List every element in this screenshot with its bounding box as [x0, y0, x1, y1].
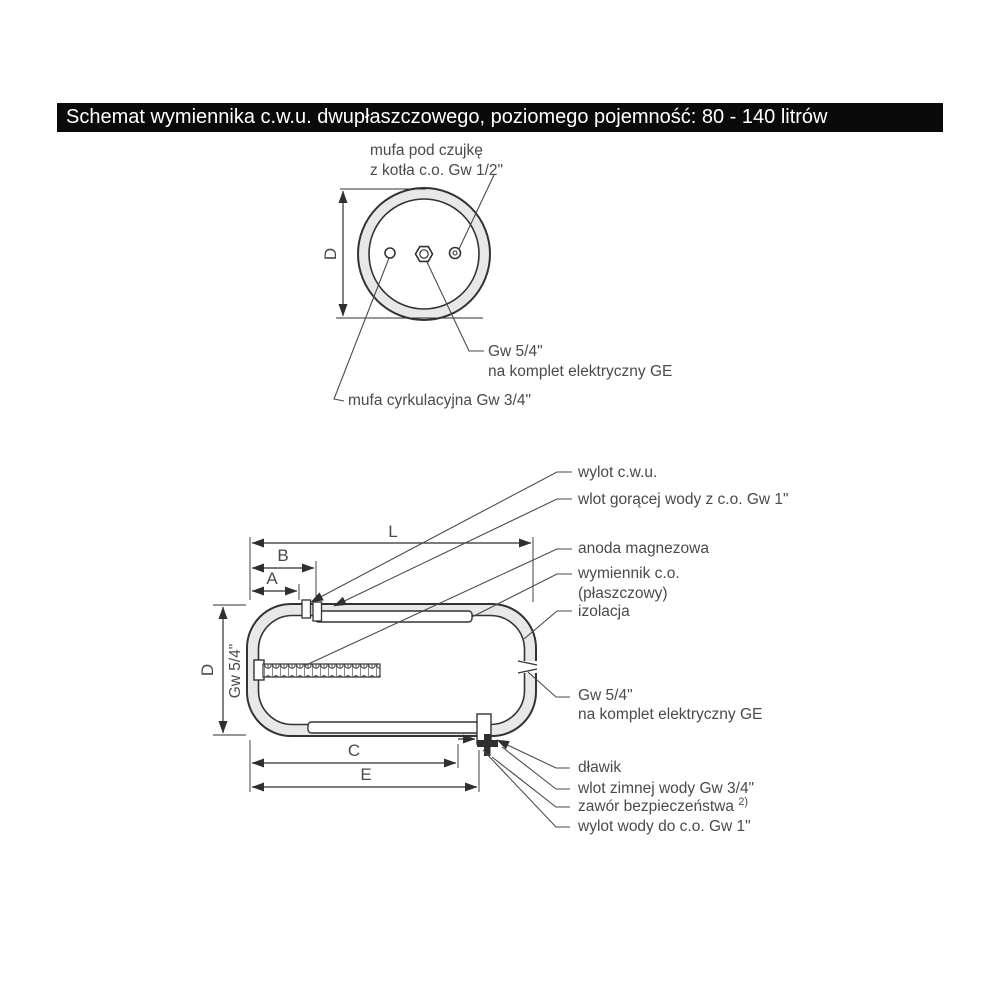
exchanger-label-line2: (płaszczowy)	[578, 585, 668, 602]
page-title: Schemat wymiennika c.w.u. dwupłaszczowego, poziomego pojemność: 80 - 140 litrów	[66, 106, 828, 128]
exchanger-label-line1: wymiennik c.o.	[578, 565, 680, 582]
top-view-dim-D-label: D	[321, 247, 340, 261]
anode-rod	[263, 664, 380, 677]
side-view-tank	[247, 600, 538, 756]
hot-water-outlet-label: wylot c.w.u.	[578, 464, 658, 481]
gland-label: dławik	[578, 759, 622, 776]
anode-port-label: Gw 5/4"	[227, 643, 244, 699]
anode-label: anoda magnezowa	[578, 540, 709, 557]
sensor-port-label-line1: mufa pod czujkę	[370, 142, 483, 159]
cold-water-inlet-label: wlot zimnej wody Gw 3/4"	[578, 780, 755, 797]
dim-C-label: C	[347, 741, 361, 760]
top-view	[358, 188, 490, 320]
dim-D-label: D	[198, 663, 217, 677]
heating-inlet-port	[313, 602, 322, 621]
dim-L-label: L	[388, 522, 398, 541]
sensor-port	[450, 248, 461, 259]
safety-valve-label: zawór bezpieczeństwa $^{2)}$	[578, 796, 749, 815]
dim-E-label: E	[360, 765, 372, 784]
circulation-port-leader	[334, 258, 389, 401]
electric-kit-notch	[518, 661, 538, 673]
electric-kit-label-line1: Gw 5/4"	[578, 687, 633, 704]
dim-A-label: A	[266, 569, 278, 588]
safety-valve-leader	[492, 757, 570, 807]
hot-water-outlet-port	[302, 600, 311, 618]
insulation-label: izolacja	[578, 603, 630, 620]
electric-kit-label-line2: na komplet elektryczny GE	[578, 706, 763, 723]
electric-port-label-line2: na komplet elektryczny GE	[488, 363, 673, 380]
dim-B	[252, 561, 316, 600]
electric-port-label-line1: Gw 5/4"	[488, 343, 543, 360]
jacket-channel-bottom	[308, 722, 479, 733]
heating-outlet-label: wylot wody do c.o. Gw 1"	[578, 818, 751, 835]
circulation-port-label: mufa cyrkulacyjna Gw 3/4"	[348, 392, 531, 409]
heating-inlet-leader	[334, 499, 572, 606]
jacket-channel-top	[315, 611, 472, 622]
sensor-port-label-line2: z kotła c.o. Gw 1/2"	[370, 162, 503, 179]
dim-B-label: B	[277, 546, 289, 565]
gland-leader	[497, 740, 570, 768]
electric-port-hex	[416, 247, 433, 262]
circulation-port	[385, 248, 395, 258]
heating-inlet-label: wlot gorącej wody z c.o. Gw 1"	[578, 491, 789, 508]
dim-L	[250, 537, 533, 602]
